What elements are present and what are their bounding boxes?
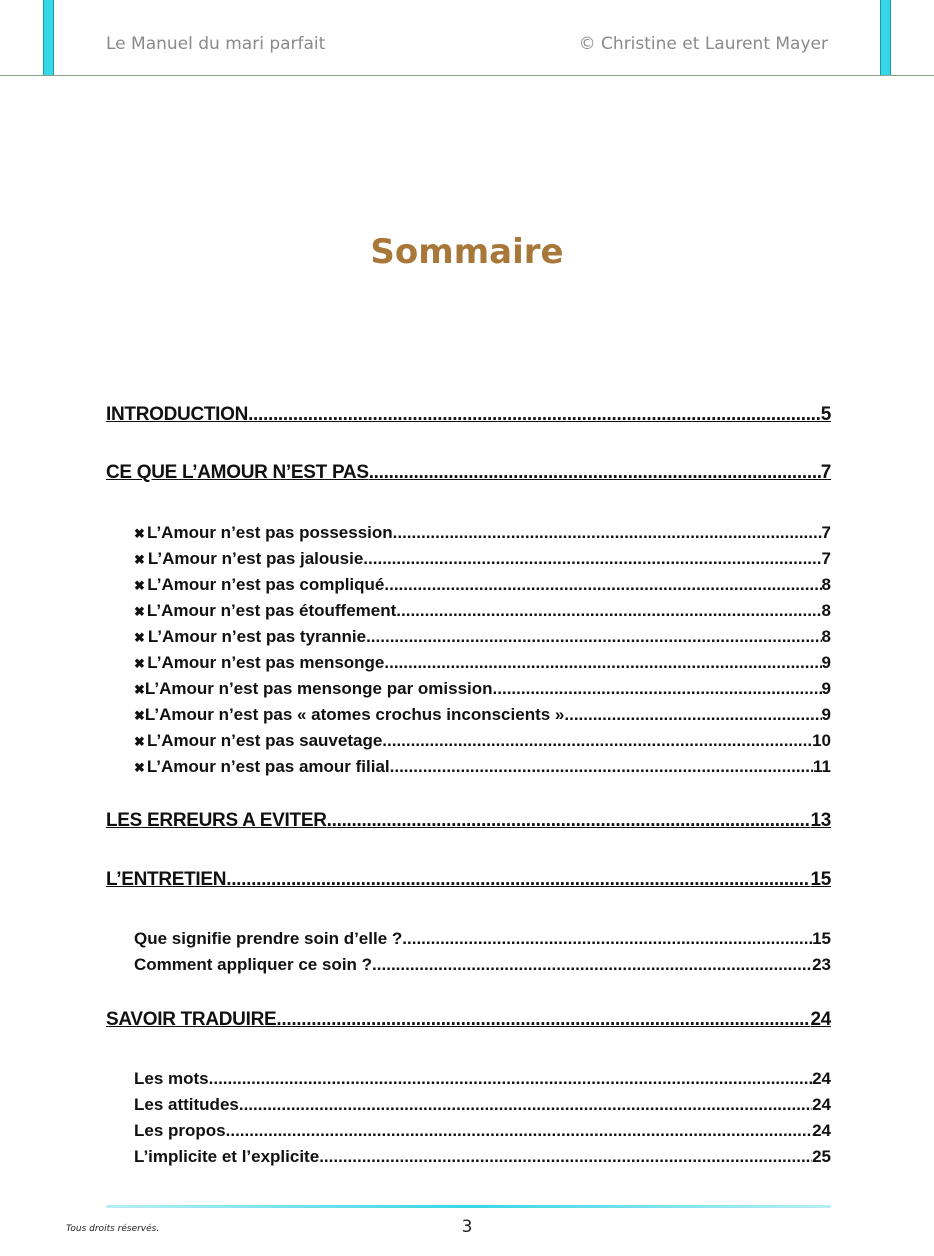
toc-entry-introduction[interactable] (106, 404, 831, 426)
toc-subentry[interactable] (134, 705, 831, 725)
toc-label: Les attitudes (134, 1095, 239, 1114)
toc-label: L’Amour n’est pas possession. (147, 523, 398, 542)
left-accent-bar (43, 0, 54, 76)
toc-page: 9 (821, 705, 831, 724)
toc-subentry[interactable] (134, 549, 831, 569)
page-title: Sommaire (370, 232, 564, 272)
toc-label: L’Amour n’est pas sauvetage. (147, 731, 388, 750)
page-number: 3 (461, 1217, 473, 1237)
toc-label: SAVOIR TRADUIRE (106, 1009, 277, 1030)
toc-subentry[interactable] (134, 653, 831, 673)
toc-entry-amour[interactable] (106, 462, 831, 484)
toc-page: 24 (812, 1069, 831, 1088)
toc-entry-erreurs[interactable] (106, 810, 831, 832)
toc-page: 7 (821, 549, 831, 568)
cross-bullet-icon: ✖ (134, 656, 145, 671)
cross-bullet-icon: ✖ (134, 578, 145, 593)
toc-subentry[interactable] (134, 731, 831, 751)
footer-divider (106, 1205, 831, 1208)
toc-entry-entretien[interactable] (106, 869, 831, 891)
toc-subentry[interactable] (134, 601, 831, 621)
toc-label: Que signifie prendre soin d’elle ? (134, 929, 403, 948)
toc-label: L’Amour n’est pas compliqué. (147, 575, 390, 594)
toc-subentry[interactable] (134, 929, 831, 949)
toc-label: L’Amour n’est pas tyrannie. (147, 627, 371, 646)
toc-label: CE QUE L’AMOUR N’EST PAS (106, 462, 369, 483)
header-divider (0, 75, 934, 76)
toc-subentry[interactable] (134, 679, 831, 699)
toc-label: L’Amour n’est pas « atomes crochus inconscients ». (144, 705, 570, 724)
toc-page: 15 (812, 929, 831, 948)
toc-subentry[interactable] (134, 523, 831, 543)
cross-bullet-icon: ✖ (134, 760, 145, 775)
toc-page: 24 (812, 1095, 831, 1114)
cross-bullet-icon: ✖ (134, 552, 145, 567)
header-book-title: Le Manuel du mari parfait (106, 34, 326, 54)
cross-bullet-icon: ✖ (134, 734, 145, 749)
toc-page: 15 (810, 869, 831, 890)
cross-bullet-icon: ✖ (134, 526, 145, 541)
toc-subentry[interactable] (134, 1147, 831, 1167)
toc-subentry[interactable] (134, 575, 831, 595)
toc-label: L’Amour n’est pas mensonge par omission. (144, 679, 498, 698)
toc-page: 8 (821, 601, 831, 620)
header-copyright: © Christine et Laurent Mayer (578, 34, 828, 54)
toc-page: 7 (821, 523, 831, 542)
footer-rights-note: Tous droits réservés. (66, 1224, 160, 1234)
toc-label: Les mots (134, 1069, 209, 1088)
toc-label: L’Amour n’est pas mensonge. (147, 653, 390, 672)
toc-subentry[interactable] (134, 757, 831, 777)
toc-page: 25 (812, 1147, 831, 1166)
toc-subentry[interactable] (134, 1095, 831, 1115)
toc-page: 9 (821, 653, 831, 672)
toc-page: 8 (821, 575, 831, 594)
toc-page: 24 (812, 1121, 831, 1140)
toc-label: L’Amour n’est pas amour filial. (146, 757, 395, 776)
toc-page: 11 (813, 757, 831, 776)
toc-page: 8 (821, 627, 831, 646)
toc-page: 5 (820, 404, 831, 425)
toc-page: 10 (812, 731, 831, 750)
toc-label: Les propos (134, 1121, 226, 1140)
right-accent-bar (880, 0, 891, 76)
toc-subentry[interactable] (134, 955, 831, 975)
toc-label: L’ENTRETIEN (106, 869, 227, 890)
toc-subentry[interactable] (134, 1069, 831, 1089)
toc-page: 23 (812, 955, 831, 974)
cross-bullet-icon: ✖ (134, 630, 145, 645)
toc-page: 9 (821, 679, 831, 698)
toc-label: LES ERREURS A EVITER (106, 810, 327, 831)
cross-bullet-icon: ✖ (134, 708, 145, 723)
cross-bullet-icon: ✖ (134, 604, 145, 619)
toc-label: L’Amour n’est pas jalousie. (147, 549, 369, 568)
cross-bullet-icon: ✖ (134, 682, 145, 697)
toc-subentry[interactable] (134, 1121, 831, 1141)
toc-page: 13 (810, 810, 831, 831)
toc-label: Comment appliquer ce soin ? (134, 955, 373, 974)
toc-entry-traduire[interactable] (106, 1009, 831, 1031)
toc-label: L’Amour n’est pas étouffement. (146, 601, 401, 620)
toc-label: L’implicite et l’explicite (134, 1147, 320, 1166)
toc-label: INTRODUCTION (106, 404, 249, 425)
toc-page: 7 (820, 462, 831, 483)
toc-subentry[interactable] (134, 627, 831, 647)
toc-page: 24 (810, 1009, 831, 1030)
